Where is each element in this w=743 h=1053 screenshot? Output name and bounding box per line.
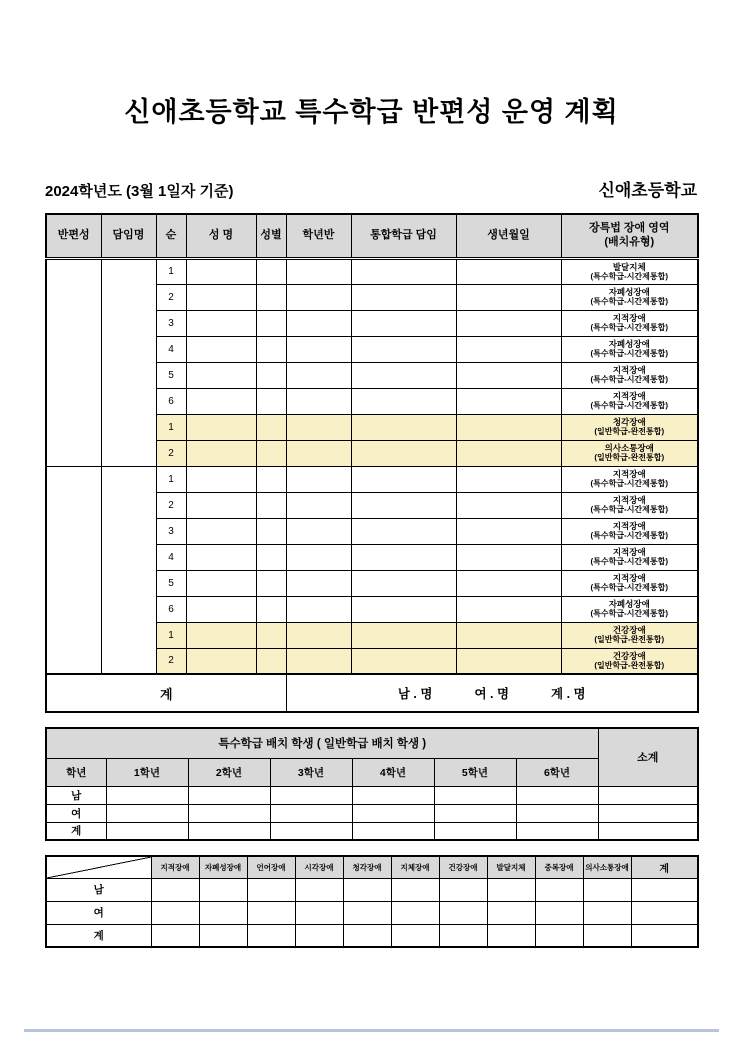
grade-class-cell <box>286 336 351 362</box>
empty-cell <box>434 804 516 822</box>
disability-col-header: 지적장애 <box>151 856 199 878</box>
birthdate-cell <box>456 648 561 674</box>
grade-table-title: 특수학급 배치 학생 ( 일반학급 배치 학생 ) <box>46 728 598 758</box>
empty-cell <box>106 786 188 804</box>
page-footer-rule <box>24 1029 719 1032</box>
empty-cell <box>439 878 487 901</box>
inclusion-teacher-cell <box>351 518 456 544</box>
empty-cell <box>151 901 199 924</box>
total-sum: 계 . 명 <box>551 687 586 701</box>
inclusion-teacher-cell <box>351 388 456 414</box>
empty-cell <box>487 878 535 901</box>
birthdate-cell <box>456 544 561 570</box>
disability-cell: 지적장애 (특수학급-시간제통합) <box>561 544 698 570</box>
row-label: 여 <box>46 901 151 924</box>
sex-cell <box>256 596 286 622</box>
row-label: 계 <box>46 822 106 840</box>
disability-cell: 지적장애 (특수학급-시간제통합) <box>561 492 698 518</box>
empty-cell <box>391 878 439 901</box>
birthdate-cell <box>456 258 561 284</box>
sex-cell <box>256 518 286 544</box>
name-cell <box>186 596 256 622</box>
sex-cell <box>256 622 286 648</box>
seq-cell: 3 <box>156 518 186 544</box>
subtotal-header: 소계 <box>598 728 698 786</box>
total-male: 남 . 명 <box>397 687 433 701</box>
placement-type: (특수학급-시간제통합) <box>590 557 669 567</box>
seq-cell: 5 <box>156 570 186 596</box>
sex-cell <box>256 648 286 674</box>
birthdate-cell <box>456 284 561 310</box>
empty-cell <box>439 901 487 924</box>
seq-cell: 2 <box>156 440 186 466</box>
disability-col-header: 청각장애 <box>343 856 391 878</box>
sex-cell <box>256 570 286 596</box>
birthdate-cell <box>456 440 561 466</box>
disability-row-male <box>46 878 698 901</box>
seq-cell: 6 <box>156 596 186 622</box>
empty-cell <box>352 804 434 822</box>
header-inclusion-teacher: 통합학급 담임 <box>351 214 456 258</box>
empty-cell <box>598 804 698 822</box>
placement-type: (특수학급-시간제통합) <box>590 583 669 593</box>
disability-cell: 지적장애 (특수학급-시간제통합) <box>561 466 698 492</box>
disability-col-header: 중복장애 <box>535 856 583 878</box>
grade-summary-table <box>45 727 699 841</box>
disability-col-header: 시각장애 <box>295 856 343 878</box>
seq-cell: 1 <box>156 466 186 492</box>
birthdate-cell <box>456 492 561 518</box>
name-cell <box>186 518 256 544</box>
disability-row-total <box>46 924 698 947</box>
placement-type: (특수학급-시간제통합) <box>590 401 669 411</box>
grade-class-cell <box>286 258 351 284</box>
seq-cell: 2 <box>156 284 186 310</box>
teacher-cell <box>101 466 156 674</box>
header-assignment: 반편성 <box>46 214 101 258</box>
inclusion-teacher-cell <box>351 466 456 492</box>
row-label: 남 <box>46 878 151 901</box>
empty-cell <box>439 924 487 947</box>
grade-class-cell <box>286 414 351 440</box>
empty-cell <box>295 901 343 924</box>
empty-cell <box>516 822 598 840</box>
empty-cell <box>247 924 295 947</box>
header-birthdate: 생년월일 <box>456 214 561 258</box>
placement-type: (특수학급-시간제통합) <box>590 531 669 541</box>
empty-cell <box>434 822 516 840</box>
disability-col-header: 언어장애 <box>247 856 295 878</box>
school-name: 신애초등학교 <box>598 181 697 200</box>
empty-cell <box>295 878 343 901</box>
sex-cell <box>256 466 286 492</box>
empty-cell <box>487 924 535 947</box>
empty-cell <box>106 822 188 840</box>
empty-cell <box>631 901 698 924</box>
grade-row-total <box>46 822 698 840</box>
name-cell <box>186 544 256 570</box>
empty-cell <box>106 804 188 822</box>
disability-cell: 지적장애 (특수학급-시간제통합) <box>561 362 698 388</box>
empty-cell <box>535 878 583 901</box>
total-female: 여 . 명 <box>474 687 510 701</box>
disability-cell: 발달지체 (특수학급-시간제통합) <box>561 258 698 284</box>
inclusion-teacher-cell <box>351 414 456 440</box>
grade-col-header: 3학년 <box>270 758 352 786</box>
empty-cell <box>535 901 583 924</box>
name-cell <box>186 414 256 440</box>
empty-cell <box>151 878 199 901</box>
total-summary <box>286 674 698 712</box>
empty-cell <box>631 878 698 901</box>
placement-type: (특수학급-시간제통합) <box>590 349 669 359</box>
placement-type: (특수학급-시간제통합) <box>590 323 669 333</box>
row-label: 남 <box>46 786 106 804</box>
birthdate-cell <box>456 310 561 336</box>
grade-col-header: 2학년 <box>188 758 270 786</box>
grade-row-male <box>46 786 698 804</box>
sex-cell <box>256 414 286 440</box>
empty-cell <box>487 901 535 924</box>
name-cell <box>186 570 256 596</box>
sex-cell <box>256 440 286 466</box>
empty-cell <box>516 804 598 822</box>
placement-type: (일반학급-완전통합) <box>594 661 665 671</box>
disability-col-header: 의사소통장애 <box>583 856 631 878</box>
disability-col-header: 발달지체 <box>487 856 535 878</box>
grade-class-cell <box>286 518 351 544</box>
birthdate-cell <box>456 466 561 492</box>
birthdate-cell <box>456 362 561 388</box>
name-cell <box>186 492 256 518</box>
grade-class-cell <box>286 570 351 596</box>
empty-cell <box>247 901 295 924</box>
empty-cell <box>352 786 434 804</box>
placement-type: (특수학급-시간제통합) <box>590 505 669 515</box>
empty-cell <box>151 924 199 947</box>
name-cell <box>186 388 256 414</box>
grade-col-header: 1학년 <box>106 758 188 786</box>
empty-cell <box>391 901 439 924</box>
empty-cell <box>391 924 439 947</box>
assignment-cell <box>46 466 101 674</box>
disability-cell: 지적장애 (특수학급-시간제통합) <box>561 388 698 414</box>
disability-cell: 자폐성장애 (특수학급-시간제통합) <box>561 596 698 622</box>
name-cell <box>186 648 256 674</box>
seq-cell: 4 <box>156 544 186 570</box>
placement-type: (특수학급-시간제통합) <box>590 609 669 619</box>
empty-cell <box>199 878 247 901</box>
inclusion-teacher-cell <box>351 492 456 518</box>
sex-cell <box>256 362 286 388</box>
grade-class-cell <box>286 388 351 414</box>
row-label: 계 <box>46 924 151 947</box>
empty-cell <box>352 822 434 840</box>
seq-cell: 1 <box>156 258 186 284</box>
name-cell <box>186 310 256 336</box>
meta-row <box>45 176 697 201</box>
birthdate-cell <box>456 336 561 362</box>
disability-cell: 청각장애 (일반학급-완전통합) <box>561 414 698 440</box>
grade-col-header: 5학년 <box>434 758 516 786</box>
grade-col-header: 학년 <box>46 758 106 786</box>
seq-cell: 6 <box>156 388 186 414</box>
empty-cell <box>598 786 698 804</box>
empty-cell <box>188 804 270 822</box>
inclusion-teacher-cell <box>351 362 456 388</box>
empty-cell <box>199 901 247 924</box>
header-teacher: 담임명 <box>101 214 156 258</box>
sex-cell <box>256 310 286 336</box>
empty-cell <box>583 878 631 901</box>
birthdate-cell <box>456 570 561 596</box>
header-seq: 순 <box>156 214 186 258</box>
birthdate-cell <box>456 414 561 440</box>
page-title: 신애초등학교 특수학급 반편성 운영 계획 <box>124 97 619 127</box>
empty-cell <box>270 822 352 840</box>
total-label: 계 <box>46 674 286 712</box>
seq-cell: 2 <box>156 648 186 674</box>
empty-cell <box>598 822 698 840</box>
disability-row-female <box>46 901 698 924</box>
name-cell <box>186 466 256 492</box>
disability-col-header: 건강장애 <box>439 856 487 878</box>
birthdate-cell <box>456 622 561 648</box>
total-row <box>46 674 698 712</box>
placement-type: (특수학급-시간제통합) <box>590 375 669 385</box>
grade-class-cell <box>286 310 351 336</box>
disability-summary-table <box>45 855 699 948</box>
disability-cell: 의사소통장애 (일반학급-완전통합) <box>561 440 698 466</box>
placement-type: (특수학급-시간제통합) <box>590 271 669 281</box>
seq-cell: 1 <box>156 622 186 648</box>
name-cell <box>186 622 256 648</box>
empty-cell <box>295 924 343 947</box>
inclusion-teacher-cell <box>351 570 456 596</box>
empty-cell <box>188 786 270 804</box>
header-disability-area: 장특법 장애 영역 (배치유형) <box>561 214 698 258</box>
empty-cell <box>631 924 698 947</box>
disability-col-header: 자폐성장애 <box>199 856 247 878</box>
inclusion-teacher-cell <box>351 622 456 648</box>
roster-header-row <box>46 214 698 258</box>
roster-row <box>46 466 698 492</box>
sex-cell <box>256 388 286 414</box>
sex-cell <box>256 544 286 570</box>
assignment-cell <box>46 258 101 466</box>
grade-class-cell <box>286 492 351 518</box>
sex-cell <box>256 258 286 284</box>
empty-cell <box>535 924 583 947</box>
grade-class-cell <box>286 440 351 466</box>
name-cell <box>186 336 256 362</box>
grade-class-cell <box>286 544 351 570</box>
grade-class-cell <box>286 362 351 388</box>
seq-cell: 3 <box>156 310 186 336</box>
disability-cell: 자폐성장애 (특수학급-시간제통합) <box>561 336 698 362</box>
empty-cell <box>270 786 352 804</box>
sex-cell <box>256 284 286 310</box>
name-cell <box>186 284 256 310</box>
name-cell <box>186 440 256 466</box>
grade-class-cell <box>286 622 351 648</box>
grade-class-cell <box>286 596 351 622</box>
seq-cell: 2 <box>156 492 186 518</box>
empty-cell <box>343 924 391 947</box>
grade-class-cell <box>286 648 351 674</box>
name-cell <box>186 258 256 284</box>
birthdate-cell <box>456 388 561 414</box>
disability-cell: 지적장애 (특수학급-시간제통합) <box>561 570 698 596</box>
placement-type: (일반학급-완전통합) <box>594 635 665 645</box>
empty-cell <box>434 786 516 804</box>
header-sex: 성별 <box>256 214 286 258</box>
empty-cell <box>199 924 247 947</box>
birthdate-cell <box>456 518 561 544</box>
disability-cell: 건강장애 (일반학급-완전통합) <box>561 622 698 648</box>
inclusion-teacher-cell <box>351 284 456 310</box>
empty-cell <box>247 878 295 901</box>
sex-cell <box>256 336 286 362</box>
inclusion-teacher-cell <box>351 310 456 336</box>
disability-cell: 지적장애 (특수학급-시간제통합) <box>561 310 698 336</box>
inclusion-teacher-cell <box>351 440 456 466</box>
header-grade-class: 학년반 <box>286 214 351 258</box>
disability-cell: 건강장애 (일반학급-완전통합) <box>561 648 698 674</box>
header-name: 성 명 <box>186 214 256 258</box>
disability-col-header: 지체장애 <box>391 856 439 878</box>
seq-cell: 1 <box>156 414 186 440</box>
empty-cell <box>343 878 391 901</box>
empty-cell <box>343 901 391 924</box>
sex-cell <box>256 492 286 518</box>
placement-type: (특수학급-시간제통합) <box>590 479 669 489</box>
placement-type: (특수학급-시간제통합) <box>590 297 669 307</box>
inclusion-teacher-cell <box>351 258 456 284</box>
roster-row <box>46 258 698 284</box>
inclusion-teacher-cell <box>351 336 456 362</box>
inclusion-teacher-cell <box>351 596 456 622</box>
disability-total-header: 계 <box>631 856 698 878</box>
seq-cell: 5 <box>156 362 186 388</box>
grade-col-header: 6학년 <box>516 758 598 786</box>
disability-cell: 지적장애 (특수학급-시간제통합) <box>561 518 698 544</box>
empty-cell <box>270 804 352 822</box>
inclusion-teacher-cell <box>351 544 456 570</box>
birthdate-cell <box>456 596 561 622</box>
empty-cell <box>583 924 631 947</box>
row-label: 여 <box>46 804 106 822</box>
empty-cell <box>516 786 598 804</box>
grade-row-female <box>46 804 698 822</box>
year-label: 2024학년도 (3월 1일자 기준) <box>45 183 234 200</box>
grade-class-cell <box>286 466 351 492</box>
grade-class-cell <box>286 284 351 310</box>
empty-cell <box>583 901 631 924</box>
grade-col-header: 4학년 <box>352 758 434 786</box>
diagonal-cell <box>46 856 151 878</box>
placement-type: (일반학급-완전통합) <box>594 427 665 437</box>
roster-table <box>45 213 699 713</box>
placement-type: (일반학급-완전통합) <box>594 453 665 463</box>
teacher-cell <box>101 258 156 466</box>
inclusion-teacher-cell <box>351 648 456 674</box>
empty-cell <box>188 822 270 840</box>
name-cell <box>186 362 256 388</box>
seq-cell: 4 <box>156 336 186 362</box>
disability-cell: 자폐성장애 (특수학급-시간제통합) <box>561 284 698 310</box>
